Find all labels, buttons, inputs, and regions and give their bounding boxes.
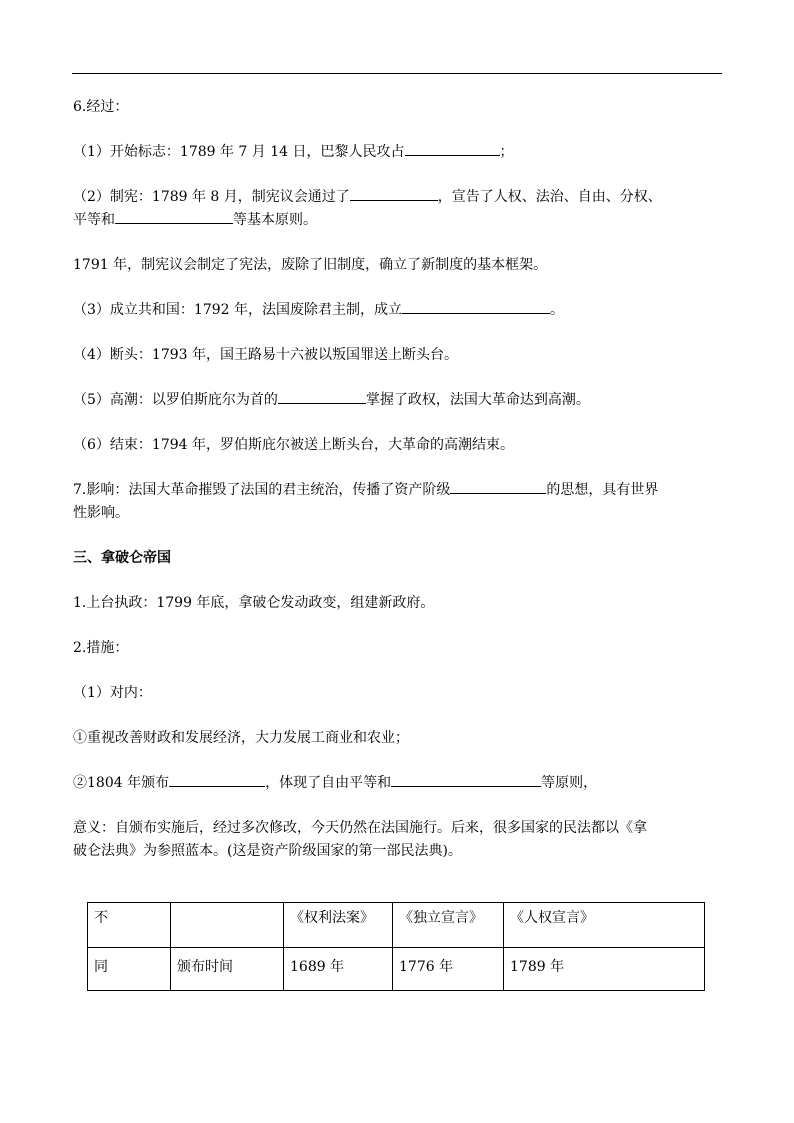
item-4: （4）断头：1793 年，国王路易十六被以叛国罪送上断头台。 xyxy=(73,347,458,363)
table-cell: 《独立宣言》 xyxy=(393,903,504,948)
item-6: （6）结束：1794 年，罗伯斯庇尔被送上断头台，大革命的高潮结束。 xyxy=(73,437,514,453)
answer-blank[interactable] xyxy=(391,772,541,787)
section-7: 7.影响：法国大革命摧毁了法国的君主统治，传播了资产阶级 的思想，具有世界 xyxy=(73,479,723,502)
table-cell: 不 xyxy=(88,903,171,948)
table-cell: 1776 年 xyxy=(393,948,504,991)
table-cell: 同 xyxy=(88,948,171,991)
significance-line-2: 破仑法典》为参照蓝本。(这是资产阶级国家的第一部民法典)。 xyxy=(73,843,462,859)
table-cell: 1789 年 xyxy=(504,948,705,991)
table-cell: 《人权宣言》 xyxy=(504,903,705,948)
table-row xyxy=(88,903,705,948)
item-2: （2）制宪：1789 年 8 月，制宪议会通过了 ，宣告了人权、法治、自由、分权、 xyxy=(73,186,723,209)
answer-blank[interactable] xyxy=(115,209,233,224)
napoleon-domestic: （1）对内： xyxy=(73,685,152,701)
table-cell xyxy=(171,903,284,948)
answer-blank[interactable] xyxy=(450,479,546,494)
answer-blank[interactable] xyxy=(402,299,550,314)
answer-blank[interactable] xyxy=(169,772,265,787)
item-2-continued: 平等和 等基本原则。 xyxy=(73,209,723,232)
section-3-heading: 三、拿破仑帝国 xyxy=(73,550,171,566)
header-rule xyxy=(72,73,722,74)
section-6-title: 6.经过： xyxy=(73,99,129,115)
napoleon-item-2: 2.措施： xyxy=(73,640,129,656)
answer-blank[interactable] xyxy=(405,141,500,156)
table-cell: 《权利法案》 xyxy=(284,903,393,948)
answer-blank[interactable] xyxy=(278,389,366,404)
table-cell: 1689 年 xyxy=(284,948,393,991)
napoleon-measure-1: ①重视改善财政和发展经济，大力发展工商业和农业； xyxy=(73,730,409,746)
table-cell: 颁布时间 xyxy=(171,948,284,991)
paragraph-1791: 1791 年，制宪议会制定了宪法，废除了旧制度，确立了新制度的基本框架。 xyxy=(73,257,548,273)
item-5: （5）高潮：以罗伯斯庇尔为首的 掌握了政权，法国大革命达到高潮。 xyxy=(73,389,723,412)
napoleon-item-1: 1.上台执政：1799 年底，拿破仑发动政变，组建新政府。 xyxy=(73,595,435,611)
significance-line-1: 意义：自颁布实施后，经过多次修改，今天仍然在法国施行。后来，很多国家的民法都以《拿 xyxy=(73,820,647,836)
item-1: （1）开始标志：1789 年 7 月 14 日，巴黎人民攻占 ； xyxy=(73,141,723,164)
napoleon-measure-2: ②1804 年颁布 ，体现了自由平等和 等原则， xyxy=(73,772,723,795)
document-body xyxy=(73,96,723,885)
item-3: （3）成立共和国：1792 年，法国废除君主制，成立 。 xyxy=(73,299,723,322)
answer-blank[interactable] xyxy=(350,186,438,201)
section-7-continued: 性影响。 xyxy=(73,505,129,521)
comparison-table xyxy=(87,902,705,991)
table-row xyxy=(88,948,705,991)
